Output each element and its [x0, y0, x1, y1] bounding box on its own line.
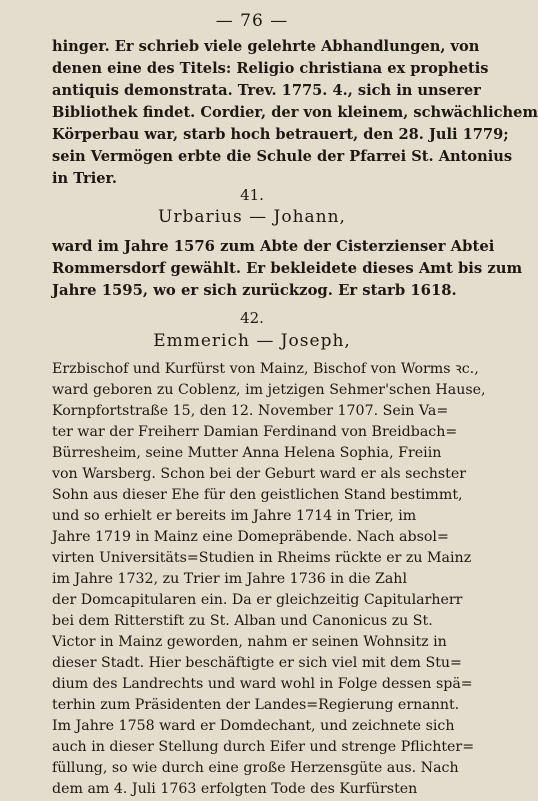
- text-line: Körperbau war, starb hoch betrauert, den 28. Juli 1779;: [52, 126, 509, 143]
- text-line: ward im Jahre 1576 zum Abte der Cisterzienser Abtei: [52, 238, 495, 255]
- text-line: Erzbischof und Kurfürst von Mainz, Bischof von Worms ꝛc.,: [52, 361, 479, 377]
- text-line: Rommersdorf gewählt. Er bekleidete dieses Amt bis zum: [52, 260, 523, 277]
- text-line: Bibliothek findet. Cordier, der von kleinem, schwächlichem: [52, 104, 538, 121]
- text-line: denen eine des Titels: Religio christiana ex prophetis: [52, 60, 489, 77]
- entry-number-41: 41.: [240, 186, 264, 204]
- entry-number-42: 42.: [240, 309, 264, 327]
- text-line: Kornpfortstraße 15, den 12. November 1707. Sein Va=: [52, 403, 449, 419]
- text-line: ter war der Freiherr Damian Ferdinand von Breidbach=: [52, 424, 458, 440]
- text-line: dieser Stadt. Hier beschäftigte er sich viel mit dem Stu=: [52, 655, 462, 671]
- text-line: Victor in Mainz geworden, nahm er seinen Wohnsitz in: [52, 634, 447, 650]
- text-line: ward geboren zu Coblenz, im jetzigen Sehmer'schen Hause,: [52, 382, 486, 398]
- text-line: Jahre 1595, wo er sich zurückzog. Er starb 1618.: [52, 282, 457, 299]
- text-line: der Domcapitularen ein. Da er gleichzeitig Capitularherr: [52, 592, 463, 608]
- text-line: füllung, so wie durch eine große Herzensgüte aus. Nach: [52, 760, 459, 776]
- text-line: Im Jahre 1758 ward er Domdechant, und zeichnete sich: [52, 718, 455, 734]
- text-line: auch in dieser Stellung durch Eifer und strenge Pflichter=: [52, 739, 475, 755]
- text-line: von Warsberg. Schon bei der Geburt ward er als sechster: [52, 466, 467, 482]
- text-line: und so erhielt er bereits im Jahre 1714 in Trier, im: [52, 508, 417, 524]
- text-line: in Trier.: [52, 170, 117, 187]
- text-line: bei dem Ritterstift zu St. Alban und Canonicus zu St.: [52, 613, 433, 629]
- entry-name-urbarius: Urbarius — Johann,: [158, 207, 346, 227]
- entry-name-emmerich: Emmerich — Joseph,: [153, 331, 351, 351]
- text-line: im Jahre 1732, zu Trier im Jahre 1736 in die Zahl: [52, 571, 407, 587]
- text-line: hinger. Er schrieb viele gelehrte Abhandlungen, von: [52, 38, 480, 55]
- text-line: dem am 4. Juli 1763 erfolgten Tode des Kurfürsten: [52, 781, 418, 797]
- text-line: Bürresheim, seine Mutter Anna Helena Sophia, Freiin: [52, 445, 442, 461]
- text-line: sein Vermögen erbte die Schule der Pfarrei St. Antonius: [52, 148, 513, 165]
- text-line: terhin zum Präsidenten der Landes=Regierung ernannt.: [52, 697, 460, 713]
- text-line: Jahre 1719 in Mainz eine Domepräbende. Nach absol=: [52, 529, 449, 545]
- text-line: dium des Landrechts und ward wohl in Folge dessen spä=: [52, 676, 473, 692]
- text-line: virten Universitäts=Studien in Rheims rückte er zu Mainz: [52, 550, 472, 566]
- text-line: Sohn aus dieser Ehe für den geistlichen Stand bestimmt,: [52, 487, 463, 503]
- page-number: — 76 —: [215, 11, 289, 31]
- text-line: antiquis demonstrata. Trev. 1775. 4., sich in unserer: [52, 82, 481, 99]
